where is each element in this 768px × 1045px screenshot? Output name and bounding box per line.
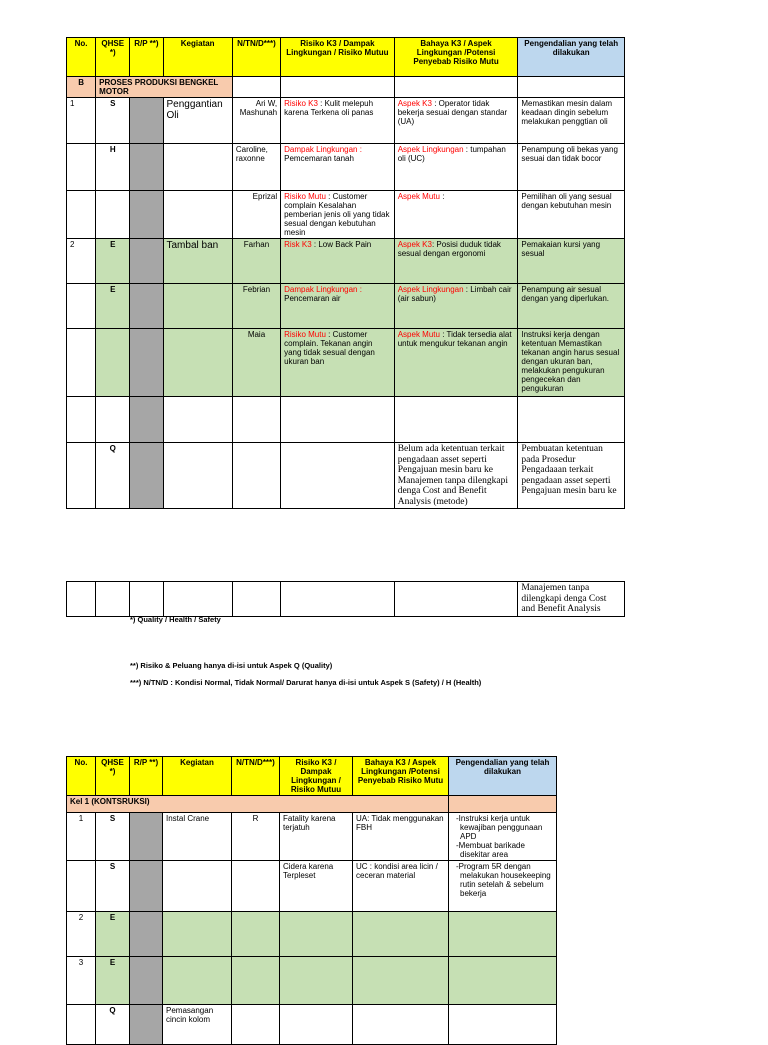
header-rp: R/P **) [130, 757, 163, 796]
row-bahaya: Aspek Lingkungan : tumpahan oli (UC) [394, 144, 518, 191]
row-kegiatan [163, 861, 232, 912]
row-bahaya: Aspek Lingkungan : Limbah cair (air sabun) [394, 284, 518, 329]
header-rp: R/P **) [130, 38, 163, 77]
row-ntnd: Eprizal [232, 191, 280, 239]
table-row [67, 284, 625, 329]
row-no [67, 329, 96, 397]
row-risiko: Cidera karena Terpleset [280, 861, 353, 912]
row-pengendalian [449, 813, 557, 861]
header-no: No. [67, 757, 96, 796]
row-no: 1 [67, 98, 96, 144]
header-ntnd: N/TN/D***) [232, 757, 280, 796]
row-risiko [281, 443, 395, 509]
row-rp [130, 98, 163, 144]
row-ntnd: R [232, 813, 280, 861]
row-rp [130, 397, 163, 443]
row-bahaya [394, 397, 518, 443]
row-qhse: E [96, 912, 130, 957]
header-kegiatan: Kegiatan [163, 757, 232, 796]
row-pengendalian: Penampung air sesual dengan yang diperlukan. [518, 284, 625, 329]
row-kegiatan [163, 397, 232, 443]
risk-table-construction [66, 756, 557, 1045]
header-kegiatan: Kegiatan [163, 38, 232, 77]
list-item: -Program 5R dengan melakukan housekeeping rutin setelah & sebelum bekerja [456, 862, 551, 898]
row-bahaya: Aspek K3 : Operator tidak bekerja sesuai dengan standar (UA) [394, 98, 518, 144]
row-kegiatan [163, 191, 232, 239]
row-pengendalian: Penampung oli bekas yang sesuai dan tidak bocor [518, 144, 625, 191]
row-kegiatan [163, 284, 232, 329]
row-qhse: H [96, 144, 130, 191]
row-bahaya: Aspek K3: Posisi duduk tidak sesual dengan ergonomi [394, 239, 518, 284]
row-pengendalian [449, 912, 557, 957]
row-no [67, 191, 96, 239]
row-risiko [281, 397, 395, 443]
section-title: PROSES PRODUKSI BENGKEL MOTOR [96, 77, 233, 98]
row-rp [130, 443, 163, 509]
row-no: 1 [67, 813, 96, 861]
row-bahaya: Belum ada ketentuan terkait pengadaan asset seperti Pengajuan mesin baru ke Manajemen tanpa dilengkapi denga Cost and Benefit Analysis (metode) [394, 443, 518, 509]
footnote-quality: *) Quality / Health / Safety [130, 615, 221, 624]
row-ntnd: Caroline, raxonne [232, 144, 280, 191]
row-qhse: S [96, 861, 130, 912]
row-risiko: Fatality karena terjatuh [280, 813, 353, 861]
row-rp [130, 284, 163, 329]
row-pengendalian: Memastikan mesin dalam keadaan dingin sebelum melakukan penggtian oli [518, 98, 625, 144]
row-qhse [96, 397, 130, 443]
row-kegiatan [163, 957, 232, 1005]
header-risiko: Risiko K3 / Dampak Lingkungan / Risiko Mutuu [281, 38, 395, 77]
risk-table-production [66, 37, 625, 509]
table-row [67, 813, 557, 861]
row-no [67, 443, 96, 509]
row-bahaya [353, 1005, 449, 1045]
row-kegiatan: Instal Crane [163, 813, 232, 861]
header-risiko: Risiko K3 / Dampak Lingkungan / Risiko Mutuu [280, 757, 353, 796]
header-bahaya: Bahaya K3 / Aspek Lingkungan /Potensi Penyebab Risiko Mutu [353, 757, 449, 796]
row-kegiatan [163, 329, 232, 397]
row-kegiatan: Penggantian Oli [163, 98, 232, 144]
row-no [67, 144, 96, 191]
row-no [67, 397, 96, 443]
row-ntnd [232, 912, 280, 957]
row-kegiatan: Pemasangan cincin kolom [163, 1005, 232, 1045]
row-pengendalian [449, 861, 557, 912]
footnote-risk: **) Risiko & Peluang hanya di-isi untuk Aspek Q (Quality) [130, 661, 333, 670]
row-rp [130, 1005, 163, 1045]
section-row [67, 77, 625, 98]
row-rp [130, 191, 163, 239]
row-rp [130, 813, 163, 861]
table-row [67, 397, 625, 443]
row-risiko [280, 1005, 353, 1045]
row-rp [130, 912, 163, 957]
row-risiko: Risk K3 : Low Back Pain [281, 239, 395, 284]
row-ntnd: Ari W, Mashunah [232, 98, 280, 144]
list-item: -Instruksi kerja untuk kewajiban penggunaan APD [456, 814, 543, 841]
header-pengendalian: Pengendalian yang telah dilakukan [449, 757, 557, 796]
row-ntnd [232, 443, 280, 509]
header-ntnd: N/TN/D***) [232, 38, 280, 77]
row-bahaya: UC : kondisi area licin / ceceran material [353, 861, 449, 912]
row-ntnd: Farhan [232, 239, 280, 284]
row-ntnd [232, 861, 280, 912]
row-rp [130, 144, 163, 191]
row-pengendalian: Pemakaian kursi yang sesual [518, 239, 625, 284]
table-row [67, 912, 557, 957]
row-bahaya: UA: Tidak menggunakan FBH [353, 813, 449, 861]
row-bahaya: Aspek Mutu : Tidak tersedia alat untuk mengukur tekanan angin [394, 329, 518, 397]
row-no: 2 [67, 912, 96, 957]
continuation-table [66, 581, 625, 617]
row-risiko [280, 912, 353, 957]
row-ntnd [232, 1005, 280, 1045]
table-row [67, 957, 557, 1005]
row-no: 3 [67, 957, 96, 1005]
row-no [67, 284, 96, 329]
table-row [67, 98, 625, 144]
row-pengendalian: Manajemen tanpa dilengkapi denga Cost and Benefit Analysis [518, 582, 625, 617]
table-row [67, 329, 625, 397]
section-title: Kel 1 (KONTSRUKSI) [67, 796, 449, 813]
row-qhse: S [96, 98, 130, 144]
footnote-ntnd: ***) N/TN/D : Kondisi Normal, Tidak Normal/ Darurat hanya di-isi untuk Aspek S (Safety) / H (Health) [130, 678, 482, 687]
row-no: 2 [67, 239, 96, 284]
row-qhse: E [96, 239, 130, 284]
row-pengendalian: Instruksi kerja dengan ketentuan Memastikan tekanan angin harus sesual dengan ukuran ban, melakukan pengukuran pengecekan dan pengukuran [518, 329, 625, 397]
row-qhse: S [96, 813, 130, 861]
row-risiko: Risiko K3 : Kulit melepuh karena Terkena oli panas [281, 98, 395, 144]
table-row [67, 861, 557, 912]
row-qhse: E [96, 957, 130, 1005]
header-pengendalian: Pengendalian yang telah dilakukan [518, 38, 625, 77]
header-qhse: QHSE *) [96, 38, 130, 77]
list-item: -Membuat barikade disekitar area [456, 841, 525, 859]
table-header-row [67, 38, 625, 77]
row-ntnd [232, 957, 280, 1005]
row-bahaya [353, 912, 449, 957]
row-pengendalian [449, 1005, 557, 1045]
row-rp [130, 861, 163, 912]
header-bahaya: Bahaya K3 / Aspek Lingkungan /Potensi Penyebab Risiko Mutu [394, 38, 518, 77]
row-pengendalian: Pembuatan ketentuan pada Prosedur Pengadaaan terkait pengadaan asset seperti Pengajuan mesin baru ke [518, 443, 625, 509]
row-pengendalian: Pemilihan oli yang sesual dengan kebutuhan mesin [518, 191, 625, 239]
row-risiko: Risiko Mutu : Customer complain Kesalahan pemberian jenis oli yang tidak sesual dengan kebutuhan mesin [281, 191, 395, 239]
row-risiko: Dampak Lingkungan : Pencemaran air [281, 284, 395, 329]
row-qhse [96, 191, 130, 239]
section-code: B [67, 77, 96, 98]
row-kegiatan [163, 443, 232, 509]
row-risiko: Risiko Mutu : Customer complain. Tekanan angin yang tidak sesual dengan ukuran ban [281, 329, 395, 397]
row-kegiatan: Tambal ban [163, 239, 232, 284]
table-row [67, 582, 625, 617]
row-bahaya [353, 957, 449, 1005]
row-ntnd [232, 397, 280, 443]
table-row [67, 191, 625, 239]
row-kegiatan [163, 912, 232, 957]
row-rp [130, 239, 163, 284]
row-risiko [280, 957, 353, 1005]
row-no [67, 1005, 96, 1045]
row-qhse: Q [96, 443, 130, 509]
table-row [67, 239, 625, 284]
row-risiko: Dampak Lingkungan : Pemcemaran tanah [281, 144, 395, 191]
row-no [67, 861, 96, 912]
header-qhse: QHSE *) [96, 757, 130, 796]
table-row [67, 1005, 557, 1045]
row-rp [130, 957, 163, 1005]
row-rp [130, 329, 163, 397]
row-qhse [96, 329, 130, 397]
row-pengendalian [518, 397, 625, 443]
row-qhse: Q [96, 1005, 130, 1045]
row-kegiatan [163, 144, 232, 191]
table-row [67, 443, 625, 509]
table-header-row [67, 757, 557, 796]
row-ntnd: Maia [232, 329, 280, 397]
section-row [67, 796, 557, 813]
row-qhse: E [96, 284, 130, 329]
header-no: No. [67, 38, 96, 77]
row-ntnd: Febrian [232, 284, 280, 329]
row-pengendalian [449, 957, 557, 1005]
table-row [67, 144, 625, 191]
row-bahaya: Aspek Mutu : [394, 191, 518, 239]
